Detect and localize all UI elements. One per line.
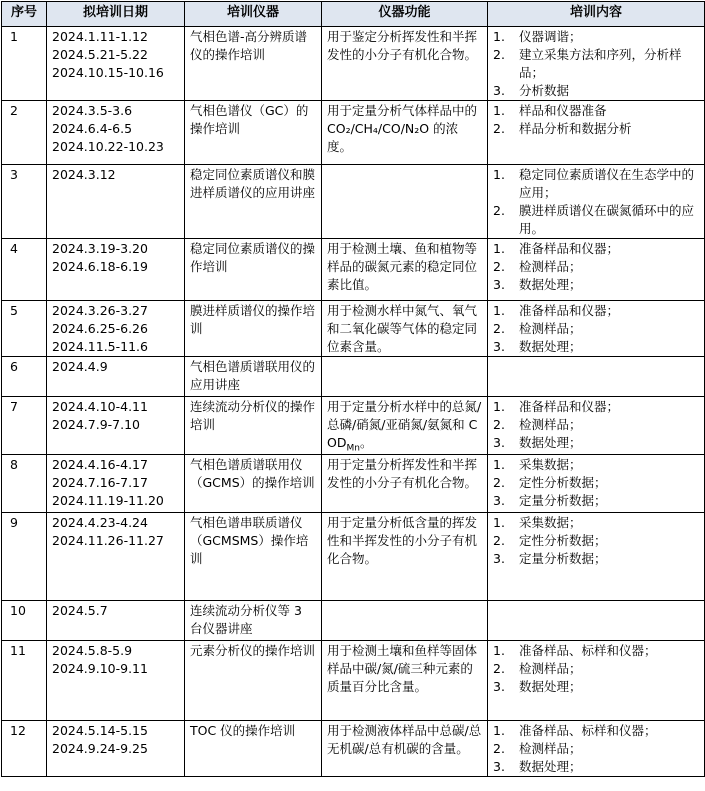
- content-item-number: 2.: [493, 475, 505, 490]
- content-item: [493, 642, 699, 660]
- content-item-number: 1.: [493, 241, 505, 256]
- header-no: 序号: [2, 2, 47, 27]
- content-cell: [488, 455, 705, 513]
- content-item-text: 检测样品；: [519, 661, 582, 676]
- table-row: [2, 455, 705, 513]
- function-cell: [322, 165, 488, 239]
- content-item: [493, 678, 699, 696]
- content-item: [493, 258, 699, 276]
- content-item-text: 准备样品和仪器；: [519, 399, 620, 414]
- content-item-number: 3.: [493, 339, 505, 354]
- training-date: 2024.6.25-6.26: [52, 321, 148, 336]
- row-number: 5: [2, 301, 47, 357]
- content-item-text: 数据处理；: [519, 759, 582, 774]
- training-date: 2024.11.19-11.20: [52, 493, 164, 508]
- table-row: [2, 601, 705, 641]
- content-cell: [488, 357, 705, 397]
- function-text: 用于检测水样中氮气、氧气和二氧化碳等气体的稳定同位素含量。: [327, 303, 478, 354]
- training-date: 2024.9.24-9.25: [52, 741, 148, 756]
- table-row: [2, 641, 705, 721]
- content-item: [493, 166, 699, 202]
- content-item: [493, 82, 699, 100]
- table-row: [2, 165, 705, 239]
- training-date: 2024.1.11-1.12: [52, 29, 148, 44]
- table-row: [2, 721, 705, 777]
- content-item-text: 膜进样质谱仪在碳氮循环中的应用。: [519, 203, 695, 236]
- training-date: 2024.4.23-4.24: [52, 515, 148, 530]
- header-dates: 拟培训日期: [47, 2, 185, 27]
- row-number: 2: [2, 101, 47, 165]
- training-date: 2024.5.14-5.15: [52, 723, 148, 738]
- function-subscript: Mn: [346, 443, 360, 454]
- training-date: 2024.7.9-7.10: [52, 417, 141, 432]
- table-row: [2, 357, 705, 397]
- function-tail: 。: [359, 435, 373, 450]
- instrument-cell: 气相色谱质谱联用仪（GCMS）的操作培训: [185, 455, 322, 513]
- content-item-text: 定量分析数据；: [519, 551, 607, 566]
- row-number: 11: [2, 641, 47, 721]
- table-row: [2, 101, 705, 165]
- function-text: 用于检测土壤、鱼和植物等样品的碳氮元素的稳定同位素比值。: [327, 241, 478, 292]
- content-item: [493, 492, 699, 510]
- function-text: 用于定量分析气体样品中的 CO₂/CH₄/CO/N₂O 的浓度。: [327, 103, 478, 154]
- instrument-cell: 稳定同位素质谱仪的操作培训: [185, 239, 322, 301]
- table-row: [2, 397, 705, 455]
- header-function: 仪器功能: [322, 2, 488, 27]
- instrument-cell: 膜进样质谱仪的操作培训: [185, 301, 322, 357]
- training-date: 2024.3.26-3.27: [52, 303, 148, 318]
- content-item-number: 2.: [493, 741, 505, 756]
- dates-cell: [47, 301, 185, 357]
- content-item-text: 数据处理；: [519, 277, 582, 292]
- content-item: [493, 722, 699, 740]
- content-cell: [488, 641, 705, 721]
- training-date: 2024.4.10-4.11: [52, 399, 148, 414]
- content-item: [493, 398, 699, 416]
- content-item: [493, 320, 699, 338]
- content-item: [493, 660, 699, 678]
- dates-cell: [47, 397, 185, 455]
- content-item-text: 样品和仪器准备: [519, 103, 607, 118]
- row-number: 8: [2, 455, 47, 513]
- function-cell: [322, 513, 488, 601]
- function-text: 用于鉴定分析挥发性和半挥发性的小分子有机化合物。: [327, 29, 478, 62]
- content-cell: [488, 601, 705, 641]
- content-item: [493, 302, 699, 320]
- instrument-cell: 气相色谱-高分辨质谱仪的操作培训: [185, 27, 322, 101]
- dates-cell: [47, 101, 185, 165]
- content-item-text: 准备样品、标样和仪器；: [519, 643, 657, 658]
- training-date: 2024.4.16-4.17: [52, 457, 148, 472]
- function-text: 用于定量分析低含量的挥发性和半挥发性的小分子有机化合物。: [327, 515, 478, 566]
- content-item-text: 定性分析数据；: [519, 533, 607, 548]
- content-item: [493, 456, 699, 474]
- table-body: [2, 27, 705, 777]
- content-item-number: 2.: [493, 321, 505, 336]
- content-item-text: 分析数据: [519, 83, 570, 98]
- content-cell: [488, 513, 705, 601]
- content-item-text: 仪器调谐；: [519, 29, 582, 44]
- training-date: 2024.5.8-5.9: [52, 643, 133, 658]
- content-item-text: 准备样品和仪器；: [519, 303, 620, 318]
- dates-cell: [47, 721, 185, 777]
- content-cell: [488, 721, 705, 777]
- content-item-number: 1.: [493, 103, 505, 118]
- header-row: [2, 2, 705, 27]
- header-instrument: 培训仪器: [185, 2, 322, 27]
- training-date: 2024.10.22-10.23: [52, 139, 164, 154]
- training-date: 2024.10.15-10.16: [52, 65, 164, 80]
- function-cell: [322, 721, 488, 777]
- training-date: 2024.5.21-5.22: [52, 47, 148, 62]
- content-item: [493, 532, 699, 550]
- training-date: 2024.5.7: [52, 603, 108, 618]
- table-row: [2, 513, 705, 601]
- content-item-number: 2.: [493, 203, 505, 218]
- header-content: 培训内容: [488, 2, 705, 27]
- row-number: 1: [2, 27, 47, 101]
- content-item-text: 稳定同位素质谱仪在生态学中的应用；: [519, 167, 695, 200]
- row-number: 6: [2, 357, 47, 397]
- instrument-cell: 气相色谱串联质谱仪（GCMSMS）操作培训: [185, 513, 322, 601]
- table-row: [2, 239, 705, 301]
- instrument-cell: 气相色谱仪（GC）的操作培训: [185, 101, 322, 165]
- function-cell: [322, 301, 488, 357]
- content-item: [493, 102, 699, 120]
- content-item-number: 1.: [493, 303, 505, 318]
- function-text: 用于定量分析挥发性和半挥发性的小分子有机化合物。: [327, 457, 478, 490]
- content-item-text: 检测样品；: [519, 741, 582, 756]
- dates-cell: [47, 165, 185, 239]
- content-item-number: 1.: [493, 167, 505, 182]
- content-item: [493, 46, 699, 82]
- row-number: 4: [2, 239, 47, 301]
- training-date: 2024.3.12: [52, 167, 116, 182]
- training-date: 2024.11.26-11.27: [52, 533, 164, 548]
- content-item-text: 样品分析和数据分析: [519, 121, 632, 136]
- content-item-number: 2.: [493, 121, 505, 136]
- content-item-number: 3.: [493, 493, 505, 508]
- content-item: [493, 28, 699, 46]
- content-item-number: 1.: [493, 399, 505, 414]
- content-item: [493, 416, 699, 434]
- table-row: [2, 301, 705, 357]
- dates-cell: [47, 239, 185, 301]
- training-date: 2024.6.4-6.5: [52, 121, 133, 136]
- dates-cell: [47, 357, 185, 397]
- content-cell: [488, 239, 705, 301]
- training-date: 2024.6.18-6.19: [52, 259, 148, 274]
- function-text: 用于检测液体样品中总碳/总无机碳/总有机碳的含量。: [327, 723, 482, 756]
- dates-cell: [47, 455, 185, 513]
- content-item-number: 3.: [493, 759, 505, 774]
- content-item: [493, 338, 699, 356]
- content-item: [493, 120, 699, 138]
- dates-cell: [47, 641, 185, 721]
- content-item-number: 2.: [493, 661, 505, 676]
- content-item-number: 3.: [493, 83, 505, 98]
- instrument-cell: 元素分析仪的操作培训: [185, 641, 322, 721]
- row-number: 10: [2, 601, 47, 641]
- function-cell: [322, 641, 488, 721]
- function-cell: [322, 397, 488, 455]
- instrument-cell: 气相色谱质谱联用仪的应用讲座: [185, 357, 322, 397]
- function-cell: [322, 101, 488, 165]
- content-item: [493, 240, 699, 258]
- function-text: 用于定量分析水样中的总氮/总磷/硝氮/亚硝氮/氨氮和 COD: [327, 399, 482, 450]
- training-date: 2024.3.5-3.6: [52, 103, 133, 118]
- training-date: 2024.4.9: [52, 359, 108, 374]
- row-number: 12: [2, 721, 47, 777]
- training-date: 2024.3.19-3.20: [52, 241, 148, 256]
- content-item-text: 检测样品；: [519, 259, 582, 274]
- instrument-cell: TOC 仪的操作培训: [185, 721, 322, 777]
- content-item-number: 1.: [493, 29, 505, 44]
- content-item-number: 3.: [493, 551, 505, 566]
- row-number: 9: [2, 513, 47, 601]
- dates-cell: [47, 513, 185, 601]
- instrument-cell: 连续流动分析仪等 3 台仪器讲座: [185, 601, 322, 641]
- content-item-number: 2.: [493, 47, 505, 62]
- content-item-number: 2.: [493, 533, 505, 548]
- training-date: 2024.9.10-9.11: [52, 661, 148, 676]
- content-item: [493, 276, 699, 294]
- content-item-number: 3.: [493, 435, 505, 450]
- content-item-text: 采集数据；: [519, 457, 582, 472]
- content-item-number: 2.: [493, 417, 505, 432]
- content-item: [493, 434, 699, 452]
- content-item-text: 准备样品和仪器；: [519, 241, 620, 256]
- content-item: [493, 514, 699, 532]
- content-item-text: 采集数据；: [519, 515, 582, 530]
- content-item-number: 3.: [493, 679, 505, 694]
- content-item-number: 1.: [493, 643, 505, 658]
- training-date: 2024.11.5-11.6: [52, 339, 148, 354]
- content-item-number: 3.: [493, 277, 505, 292]
- function-cell: [322, 357, 488, 397]
- dates-cell: [47, 601, 185, 641]
- content-item-text: 数据处理；: [519, 435, 582, 450]
- dates-cell: [47, 27, 185, 101]
- content-item-text: 检测样品；: [519, 321, 582, 336]
- content-item-text: 准备样品、标样和仪器；: [519, 723, 657, 738]
- content-item-text: 建立采集方法和序列，分析样品；: [519, 47, 682, 80]
- row-number: 3: [2, 165, 47, 239]
- function-text: 用于检测土壤和鱼样等固体样品中碳/氮/硫三种元素的质量百分比含量。: [327, 643, 478, 694]
- content-item: [493, 550, 699, 568]
- content-item-text: 检测样品；: [519, 417, 582, 432]
- training-schedule-table: [1, 1, 705, 777]
- content-item-text: 定量分析数据；: [519, 493, 607, 508]
- content-item-number: 1.: [493, 723, 505, 738]
- content-item-number: 2.: [493, 259, 505, 274]
- content-item-number: 1.: [493, 457, 505, 472]
- content-cell: [488, 397, 705, 455]
- content-item: [493, 740, 699, 758]
- content-item: [493, 758, 699, 776]
- function-cell: [322, 27, 488, 101]
- content-item: [493, 474, 699, 492]
- content-cell: [488, 165, 705, 239]
- instrument-cell: 稳定同位素质谱仪和膜进样质谱仪的应用讲座: [185, 165, 322, 239]
- content-cell: [488, 301, 705, 357]
- content-cell: [488, 101, 705, 165]
- content-item-text: 数据处理；: [519, 339, 582, 354]
- row-number: 7: [2, 397, 47, 455]
- function-cell: [322, 601, 488, 641]
- content-item-number: 1.: [493, 515, 505, 530]
- function-cell: [322, 455, 488, 513]
- function-cell: [322, 239, 488, 301]
- content-item-text: 数据处理；: [519, 679, 582, 694]
- instrument-cell: 连续流动分析仪的操作培训: [185, 397, 322, 455]
- content-item: [493, 202, 699, 238]
- content-item-text: 定性分析数据；: [519, 475, 607, 490]
- training-date: 2024.7.16-7.17: [52, 475, 148, 490]
- table-row: [2, 27, 705, 101]
- content-cell: [488, 27, 705, 101]
